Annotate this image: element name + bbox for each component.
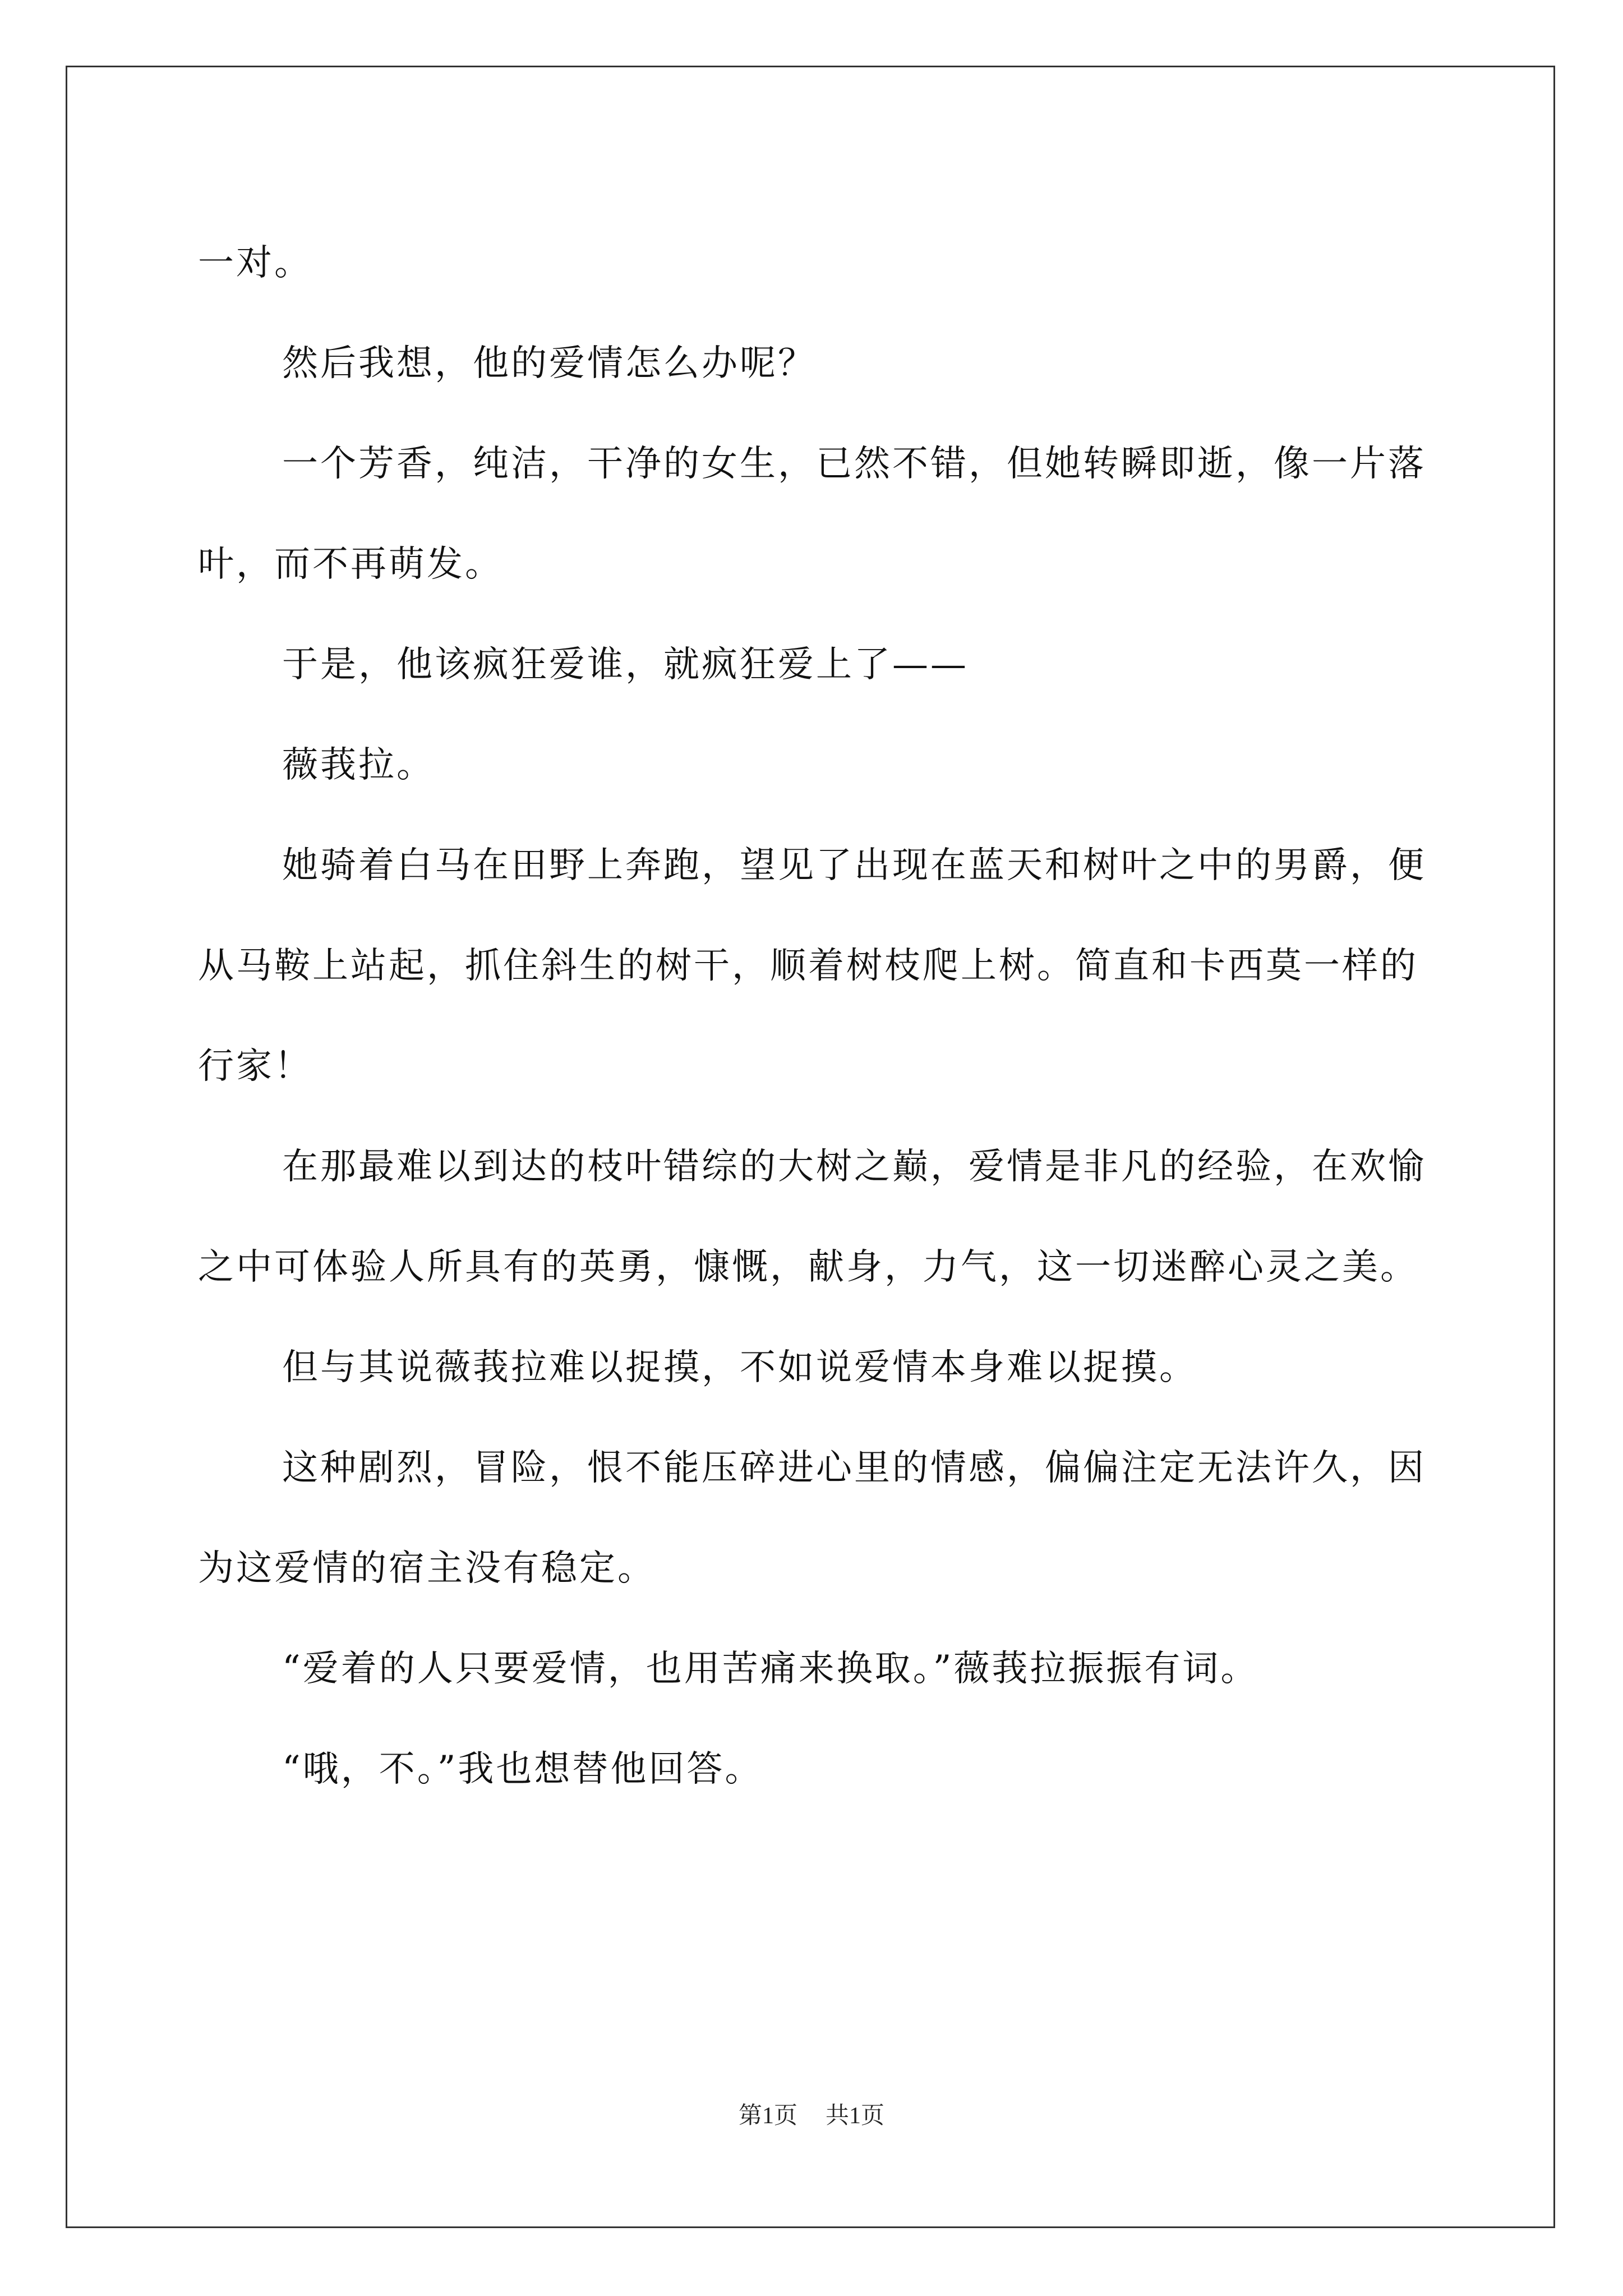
paragraph-9: 这种剧烈，冒险，恨不能压碎进心里的情感，偏偏注定无法许久，因为这爱情的宿主没有稳定。: [198, 1447, 1426, 1589]
document-body: [198, 213, 1426, 1820]
page-number: 第1页: [738, 2103, 797, 2129]
paragraph-8: 但与其说薇莪拉难以捉摸，不如说爱情本身难以捉摸。: [282, 1347, 1197, 1388]
paragraph-5: 薇莪拉。: [282, 744, 435, 786]
paragraph-4: 于是，他该疯狂爱谁，就疯狂爱上了——: [282, 644, 969, 685]
page-footer: [0, 2099, 1623, 2133]
page-total: 共1页: [826, 2103, 885, 2129]
paragraph-1: 一对。: [198, 242, 312, 284]
paragraph-3: 一个芳香，纯洁，干净的女生，已然不错，但她转瞬即逝，像一片落叶，而不再萌发。: [198, 443, 1426, 585]
paragraph-11: “哦，不。”我也想替他回答。: [282, 1749, 763, 1790]
paragraph-6: 她骑着白马在田野上奔跑，望见了出现在蓝天和树叶之中的男爵，便从马鞍上站起，抓住斜生的树干，顺着树枝爬上树。简直和卡西莫一样的行家！: [198, 845, 1426, 1087]
paragraph-7: 在那最难以到达的枝叶错综的大树之巅，爱情是非凡的经验，在欢愉之中可体验人所具有的英勇，慷慨，献身，力气，这一切迷醉心灵之美。: [198, 1146, 1426, 1288]
paragraph-10: “爱着的人只要爱情，也用苦痛来换取。”薇莪拉振振有词。: [282, 1648, 1259, 1690]
paragraph-2: 然后我想，他的爱情怎么办呢？: [282, 343, 816, 384]
